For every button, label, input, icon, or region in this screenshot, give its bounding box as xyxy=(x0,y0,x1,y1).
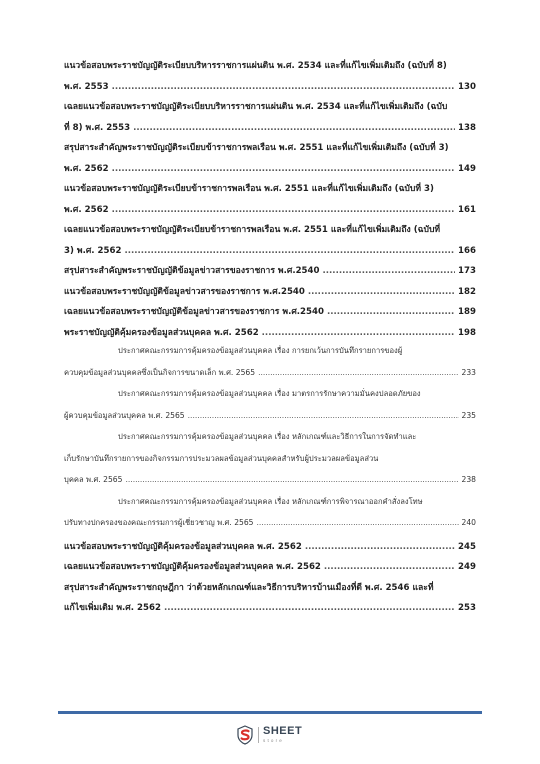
toc-entry[interactable] xyxy=(64,284,476,305)
toc-entry-title: ปรับทางปกครองของคณะกรรมการผู้เชี่ยวชาญ พ.ศ. 2565 xyxy=(64,518,254,527)
toc-entry-line xyxy=(64,559,476,580)
toc-entry-title: เฉลยแนวข้อสอบพระราชบัญญัติระเบียบข้าราชการพลเรือน พ.ศ. 2551 และที่แก้ไขเพิ่มเติมถึง (ฉบับที่ xyxy=(64,225,441,235)
toc-entry[interactable] xyxy=(64,496,476,539)
toc-leader-dots xyxy=(257,518,459,527)
toc-page-number: 235 xyxy=(461,410,476,420)
toc-entry-line xyxy=(64,243,476,264)
toc-leader-dots xyxy=(308,287,455,297)
toc-entry[interactable] xyxy=(64,181,476,222)
logo-separator xyxy=(258,727,259,743)
toc-leader-dots xyxy=(133,123,455,133)
toc-page-number: 240 xyxy=(461,518,476,527)
toc-entry-title: บุคคล พ.ศ. 2565 xyxy=(64,475,123,484)
toc-entry[interactable] xyxy=(64,58,476,99)
toc-entry[interactable] xyxy=(64,99,476,140)
toc-entry-title: ประกาศคณะกรรมการคุ้มครองข้อมูลส่วนบุคคล เรื่อง หลักเกณฑ์การพิจารณาออกคำสั่งลงโทษ xyxy=(118,496,423,506)
toc-entry[interactable] xyxy=(64,263,476,284)
logo-sub-text: store xyxy=(263,738,285,744)
toc-page-number: 249 xyxy=(458,562,476,572)
toc-entry-line xyxy=(64,99,476,120)
toc-page-number: 198 xyxy=(458,327,476,338)
logo-wordmark xyxy=(263,726,302,744)
toc-entry-title: เฉลยแนวข้อสอบพระราชบัญญัติข้อมูลข่าวสารของราชการ พ.ศ.2540 xyxy=(64,307,324,317)
toc-entry-line xyxy=(64,474,476,496)
toc-entry[interactable] xyxy=(64,140,476,181)
toc-entry[interactable] xyxy=(64,345,476,388)
toc-entry-line xyxy=(64,304,476,325)
toc-entry-title: สรุปสาระสำคัญพระราชบัญญัติข้อมูลข่าวสารของราชการ พ.ศ.2540 xyxy=(64,266,320,276)
toc-entry-line xyxy=(64,367,476,389)
toc-entry-title: เก็บรักษาบันทึกรายการของกิจกรรมการประมวลผลข้อมูลส่วนบุคคลสำหรับผู้ประมวลผลข้อมูลส่วน xyxy=(64,453,379,463)
toc-entry-line xyxy=(64,431,476,453)
toc-leader-dots xyxy=(262,328,455,338)
toc-entry-line xyxy=(64,58,476,79)
toc-entry-title: สรุปสาระสำคัญพระราชบัญญัติระเบียบข้าราชการพลเรือน พ.ศ. 2551 และที่แก้ไขเพิ่มเติมถึง (ฉบับที่ 3) xyxy=(64,143,449,153)
toc-entry-title: แนวข้อสอบพระราชบัญญัติข้อมูลข่าวสารของราชการ พ.ศ.2540 xyxy=(64,286,305,297)
toc-page-number: 245 xyxy=(458,541,476,552)
toc-entry[interactable] xyxy=(64,325,476,346)
toc-entry[interactable] xyxy=(64,539,476,560)
toc-leader-dots xyxy=(112,164,455,174)
toc-entry[interactable] xyxy=(64,580,476,621)
toc-entry-line xyxy=(64,79,476,100)
toc-entry-line xyxy=(64,202,476,223)
toc-entry-line xyxy=(64,345,476,367)
toc-entry-line xyxy=(64,325,476,346)
toc-page-number: 238 xyxy=(461,475,476,484)
toc-leader-dots xyxy=(327,307,455,317)
toc-leader-dots xyxy=(164,603,455,613)
toc-leader-dots xyxy=(305,542,455,552)
toc-leader-dots xyxy=(324,562,455,572)
toc-entry-title: แก้ไขเพิ่มเติม พ.ศ. 2562 xyxy=(64,603,161,613)
toc-entry-line xyxy=(64,539,476,560)
toc-entry-line xyxy=(64,284,476,305)
toc-entry-line xyxy=(64,181,476,202)
toc-page-number: 233 xyxy=(461,367,476,377)
toc-entry-line xyxy=(64,517,476,539)
toc-page-number: 182 xyxy=(458,286,476,297)
toc-leader-dots xyxy=(112,82,455,92)
toc-leader-dots xyxy=(124,246,455,256)
toc-entry-title: ควบคุมข้อมูลส่วนบุคคลซึ่งเป็นกิจการขนาดเล็ก พ.ศ. 2565 xyxy=(64,367,256,377)
toc-entry-line xyxy=(64,388,476,410)
toc-leader-dots xyxy=(112,205,455,215)
sheet-store-logo xyxy=(236,720,308,750)
toc-page-number: 189 xyxy=(458,307,476,317)
toc-entry-line xyxy=(64,222,476,243)
toc-entry[interactable] xyxy=(64,304,476,325)
toc-entry-line xyxy=(64,453,476,475)
toc-entry-title: พ.ศ. 2562 xyxy=(64,163,109,174)
footer-divider xyxy=(58,711,482,714)
toc-page-number: 161 xyxy=(458,204,476,215)
toc-entry-title: แนวข้อสอบพระราชบัญญัติระเบียบข้าราชการพลเรือน พ.ศ. 2551 และที่แก้ไขเพิ่มเติมถึง (ฉบับที่ 3) xyxy=(64,184,434,194)
toc-entry-line xyxy=(64,161,476,182)
logo-main-text: SHEET xyxy=(263,725,303,738)
toc-entry-title: ผู้ควบคุมข้อมูลส่วนบุคคล พ.ศ. 2565 xyxy=(64,410,185,420)
toc-entry[interactable] xyxy=(64,559,476,580)
toc-entry-title: ประกาศคณะกรรมการคุ้มครองข้อมูลส่วนบุคคล เรื่อง การยกเว้นการบันทึกรายการของผู้ xyxy=(118,346,403,355)
toc-entry-title: 3) พ.ศ. 2562 xyxy=(64,245,122,256)
toc-page-number: 253 xyxy=(458,603,476,613)
toc-entry-line xyxy=(64,580,476,601)
toc-entry-title: พ.ศ. 2562 xyxy=(64,204,109,215)
toc-entry-title: แนวข้อสอบพระราชบัญญัติคุ้มครองข้อมูลส่วนบุคคล พ.ศ. 2562 xyxy=(64,541,302,552)
toc-entry-line xyxy=(64,140,476,161)
table-of-contents xyxy=(64,58,476,621)
toc-leader-dots xyxy=(125,475,458,484)
toc-entry-title: เฉลยแนวข้อสอบพระราชบัญญัติระเบียบบริหารราชการแผ่นดิน พ.ศ. 2534 และที่แก้ไขเพิ่มเติมถึง (ฉบับ xyxy=(64,102,448,112)
toc-page-number: 149 xyxy=(458,163,476,174)
toc-entry-title: สรุปสาระสำคัญพระราชกฤษฎีกา ว่าด้วยหลักเกณฑ์และวิธีการบริหารบ้านเมืองที่ดี พ.ศ. 2546 และที่ xyxy=(64,582,434,593)
toc-entry-title: แนวข้อสอบพระราชบัญญัติระเบียบบริหารราชการแผ่นดิน พ.ศ. 2534 และที่แก้ไขเพิ่มเติมถึง (ฉบับที่ 8) xyxy=(64,61,447,71)
toc-entry[interactable] xyxy=(64,222,476,263)
toc-entry-title: พ.ศ. 2553 xyxy=(64,81,109,92)
toc-entry-title: ที่ 8) พ.ศ. 2553 xyxy=(64,122,131,133)
toc-page-number: 166 xyxy=(458,245,476,256)
toc-leader-dots xyxy=(188,411,459,420)
toc-entry-title: ประกาศคณะกรรมการคุ้มครองข้อมูลส่วนบุคคล เรื่อง มาตรการรักษาความมั่นคงปลอดภัยของ xyxy=(118,389,421,398)
toc-entry[interactable] xyxy=(64,431,476,496)
toc-entry-title: เฉลยแนวข้อสอบพระราชบัญญัติคุ้มครองข้อมูลส่วนบุคคล พ.ศ. 2562 xyxy=(64,562,321,572)
toc-entry-line xyxy=(64,496,476,518)
toc-leader-dots xyxy=(258,368,458,377)
toc-entry-line xyxy=(64,600,476,621)
toc-entry-title: พระราชบัญญัติคุ้มครองข้อมูลส่วนบุคคล พ.ศ. 2562 xyxy=(64,327,259,338)
toc-entry-line xyxy=(64,120,476,141)
toc-entry-line xyxy=(64,410,476,432)
toc-entry-line xyxy=(64,263,476,284)
toc-page-number: 138 xyxy=(458,122,476,133)
sheet-store-logo-icon xyxy=(236,725,254,745)
toc-leader-dots xyxy=(323,266,456,276)
toc-entry-title: ประกาศคณะกรรมการคุ้มครองข้อมูลส่วนบุคคล เรื่อง หลักเกณฑ์และวิธีการในการจัดทำและ xyxy=(118,432,417,441)
toc-entry[interactable] xyxy=(64,388,476,431)
toc-page-number: 173 xyxy=(458,266,476,276)
toc-page-number: 130 xyxy=(458,81,476,92)
